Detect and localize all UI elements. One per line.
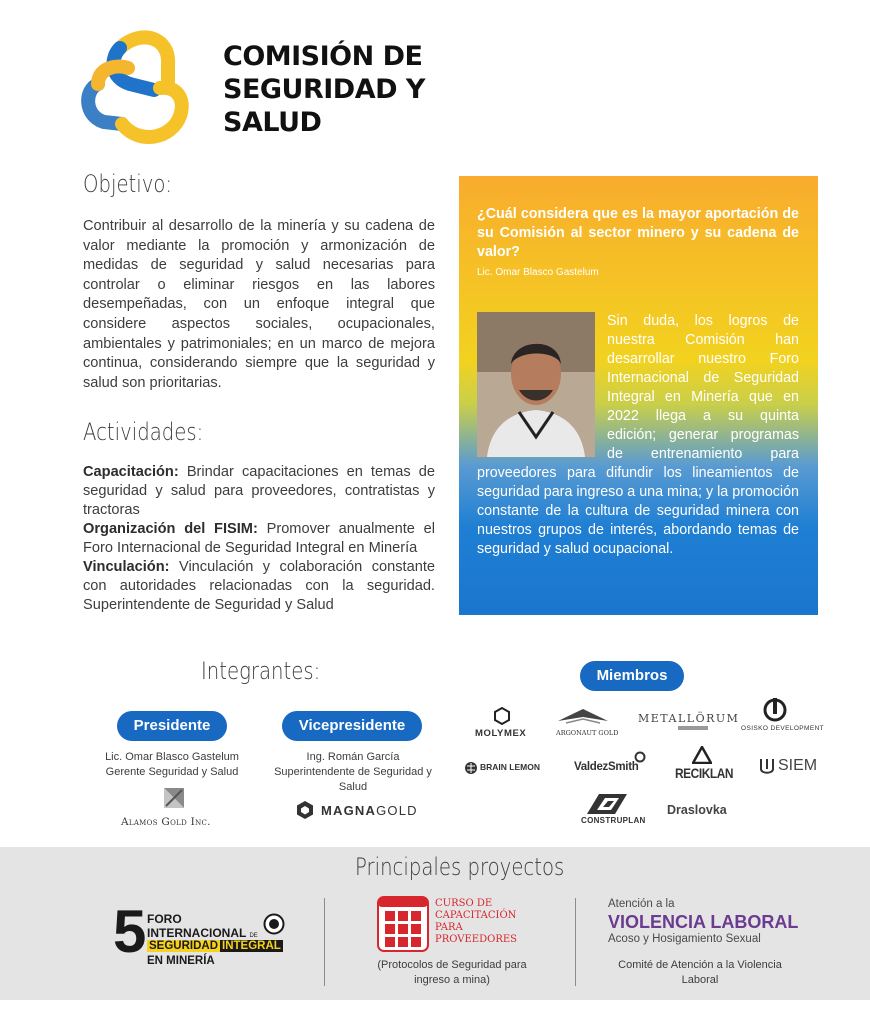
violencia-caption: Comité de Atención a la Violencia Laboral: [618, 959, 782, 986]
interviewee-photo: [477, 312, 595, 457]
president-name: Lic. Omar Blasco Gastelum: [105, 751, 239, 763]
reciklan-logo-text: RECIKLAN: [675, 765, 734, 781]
vicepresident-caption: [268, 750, 438, 795]
activities-heading: Actividades:: [83, 418, 204, 446]
foro-seal-icon: [263, 913, 285, 935]
argonaut-gold-logo-icon: [556, 707, 610, 729]
activity-title: Vinculación:: [83, 559, 170, 575]
members-badge: Miembros: [580, 661, 684, 691]
foro-line-3-b: INTEGRAL: [222, 940, 281, 952]
curso-title-line: PARA: [435, 922, 463, 933]
activity-text: Vinculación y colaboración constante con autoridades relacionadas con la seguridad. Superintendente de Seguridad y Salud: [83, 559, 435, 613]
metallorum-logo-text: METALLÖRUM: [638, 712, 740, 725]
curso-title-line: CURSO DE: [435, 898, 493, 909]
curso-title: [435, 898, 517, 946]
activity-item: [83, 463, 435, 520]
title-line-1: COMISIÓN DE: [223, 41, 423, 72]
foro-number: 5: [113, 898, 147, 965]
vicepresident-badge: Vicepresidente: [282, 711, 422, 741]
osisko-logo-icon: [762, 698, 788, 722]
foro-logo: [113, 898, 313, 970]
president-role: Gerente Seguridad y Salud: [105, 766, 239, 778]
activities-list: [83, 463, 435, 615]
brain-lemon-logo-icon: [464, 761, 478, 775]
reciklan-logo-icon: [692, 746, 712, 764]
projects-heading: Principales proyectos: [355, 853, 565, 881]
interview-question: ¿Cuál considera que es la mayor aportación de su Comisión al sector minero y su cadena de valor?: [477, 206, 799, 260]
commission-logo: [80, 28, 198, 148]
foro-line-2: [147, 926, 258, 940]
objective-heading: Objetivo:: [83, 170, 173, 198]
valdezsmith-logo-text: ValdezSmith: [574, 761, 639, 773]
interview-answer-block: [477, 312, 799, 559]
vicepresident-name: Ing. Román García: [306, 751, 400, 763]
violencia-title: VIOLENCIA LABORAL: [608, 912, 799, 932]
foro-line-2-suffix: DE: [249, 933, 258, 939]
curso-title-line: CAPACITACIÓN: [435, 910, 517, 921]
person-portrait-icon: [477, 312, 595, 457]
construplan-logo-icon: [583, 792, 631, 816]
activity-item: [83, 558, 435, 615]
magnagold-logo-text-a: MAGNA: [321, 803, 377, 818]
alamos-gold-logo-text: Alamos Gold Inc.: [121, 816, 211, 828]
curso-grid-icon: [377, 896, 429, 952]
siem-logo-text: SIEM: [778, 757, 818, 774]
brain-lemon-logo-text: BRAIN LEMON: [480, 762, 540, 772]
president-caption: [92, 750, 252, 780]
members-heading: Integrantes:: [201, 657, 321, 685]
magnagold-logo-icon: [295, 800, 315, 820]
osisko-logo-text: OSISKO DEVELOPMENT: [741, 725, 825, 732]
interview-panel: [459, 176, 818, 615]
draslovka-logo-text: Draslovka: [667, 803, 727, 817]
president-badge: Presidente: [117, 711, 227, 741]
construplan-logo-text: CONSTRUPLAN: [581, 816, 646, 825]
metallorum-logo-underline: [678, 726, 708, 730]
title-line-3: SALUD: [223, 107, 322, 138]
divider: [575, 898, 576, 986]
curso-caption: (Protocolos de Seguridad para ingreso a mina): [377, 959, 527, 986]
alamos-gold-logo-icon: [160, 784, 188, 812]
foro-line-2-text: INTERNACIONAL: [147, 926, 247, 940]
activity-title: Organización del FISIM:: [83, 521, 258, 537]
activity-title: Capacitación:: [83, 464, 179, 480]
molymex-logo-icon: [494, 707, 510, 725]
curso-logo: [377, 896, 522, 952]
interview-answer: Sin duda, los logros de nuestra Comisión han desarrollar nuestro Foro Internacional de Seguridad Integral en Minería que en 2022 llega a su quinta edición; generar programas de entrenamiento para proveedores para difundir los lineamientos de seguridad para ingreso a una mina; y la promoción constante de la cultura de seguridad minera con nuestros grupos de interés, abordando temas de seguridad y salud ocupacional.: [477, 313, 799, 557]
magnagold-logo-text: [321, 803, 418, 818]
molymex-logo-text: MOLYMEX: [475, 728, 527, 739]
title-line-2: SEGURIDAD Y: [223, 74, 425, 105]
activity-text: Brindar capacitaciones en temas de seguridad y salud para proveedores, contratistas y tractoras: [83, 464, 435, 518]
foro-line-3-a: SEGURIDAD: [149, 940, 219, 952]
foro-line-4: EN MINERÍA: [147, 955, 215, 967]
objective-paragraph: Contribuir al desarrollo de la minería y su cadena de valor mediante la promoción y armonización de medidas de seguridad y salud necesarias para controlar o eliminar riesgos en las labores desempeñadas, con un enfoque integral que considere aspectos sociales, ocupacionales, ambientales y patrimoniales; en un marco de mejora continua, considerando siempre que la seguridad y salud son prioritarias.: [83, 218, 435, 391]
violencia-subtitle: Acoso y Hosigamiento Sexual: [608, 933, 761, 945]
valdezsmith-logo-icon: [634, 751, 646, 763]
foro-line-1: FORO: [147, 912, 182, 926]
violencia-pre: Atención a la: [608, 898, 675, 910]
vicepresident-role: Superintendente de Seguridad y Salud: [274, 766, 432, 793]
commission-title: [223, 40, 453, 139]
interview-author: Lic. Omar Blasco Gastelum: [477, 267, 599, 278]
divider: [324, 898, 325, 986]
magnagold-logo-text-b: GOLD: [376, 803, 418, 818]
activity-item: [83, 520, 435, 558]
foro-line-3: [147, 940, 283, 952]
curso-title-line: PROVEEDORES: [435, 934, 517, 945]
argonaut-gold-logo-text: ARGONAUT GOLD: [556, 729, 619, 737]
activity-text: Promover anualmente el Foro Internacional de Seguridad Integral en Minería: [83, 521, 435, 556]
siem-logo-icon: [759, 757, 775, 777]
